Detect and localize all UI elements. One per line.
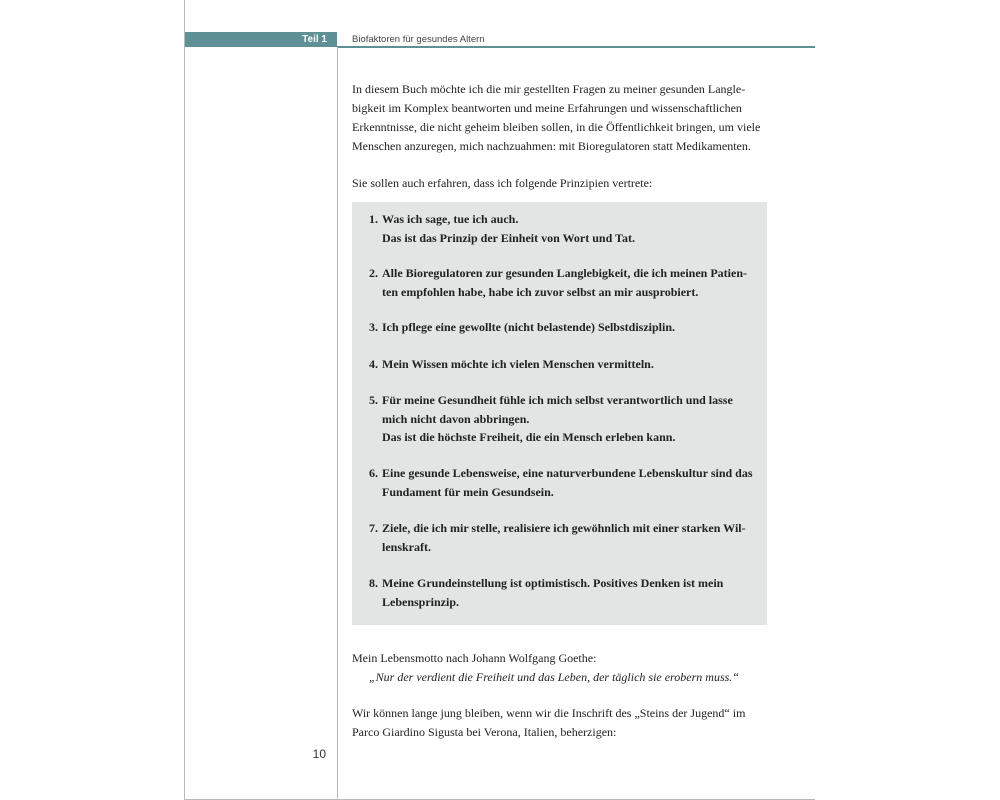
principle-line: Fundament für mein Gesundsein. [382, 484, 554, 499]
principle-line: Mein Wissen möchte ich vielen Menschen vermitteln. [382, 357, 654, 371]
principle-line: Was ich sage, tue ich auch. [382, 212, 519, 226]
principle-number: 7. [369, 521, 378, 535]
principle-number: 2. [369, 266, 378, 280]
principle-number: 5. [369, 393, 378, 407]
text-line: Parco Giardino Sigusta bei Verona, Italien, beherzigen: [352, 725, 617, 739]
principle-line: Für meine Gesundheit fühle ich mich selbst verantwortlich und lasse [382, 393, 733, 407]
principle-line: Das ist das Prinzip der Einheit von Wort und Tat. [382, 230, 635, 245]
principle-line: Ziele, die ich mir stelle, realisiere ich gewöhnlich mit einer starken Wil- [382, 521, 746, 535]
principle-number: 3. [369, 320, 378, 334]
text-line: Menschen anzuregen, mich nachzuahmen: mit Bioregulatoren statt Medikamenten. [352, 139, 751, 153]
principle-line: mich nicht davon abbringen. [382, 411, 530, 426]
principle-number: 4. [369, 357, 378, 371]
principle-line: Lebensprinzip. [382, 594, 460, 609]
principle-line: Eine gesunde Lebensweise, eine naturverbundene Lebenskultur sind das [382, 466, 753, 480]
text-line: bigkeit im Komplex beantworten und meine Erfahrungen und wissenschaftlichen [352, 101, 742, 115]
running-title: Biofaktoren für gesundes Altern [352, 34, 485, 45]
principles-box [352, 202, 767, 625]
intro-paragraph [352, 80, 772, 156]
motto-label: Mein Lebensmotto nach Johann Wolfgang Goethe: [352, 651, 597, 665]
text-line: Erkenntnisse, die nicht geheim bleiben sollen, in die Öffentlichkeit bringen, um viele [352, 120, 761, 134]
goethe-quote: „Nur der verdient die Freiheit und das Leben, der täglich sie erobern muss.“ [369, 670, 739, 684]
principle-line: Meine Grundeinstellung ist optimistisch. Positives Denken ist mein [382, 576, 724, 590]
text-line: Wir können lange jung bleiben, wenn wir die Inschrift des „Steins der Jugend“ im [352, 706, 746, 720]
principle-number: 6. [369, 466, 378, 480]
principle-line: Alle Bioregulatoren zur gesunden Langlebigkeit, die ich meinen Patien- [382, 266, 748, 280]
lead-paragraph: Sie sollen auch erfahren, dass ich folgende Prinzipien vertrete: [352, 176, 653, 190]
motto-block [352, 649, 772, 687]
chapter-label: Teil 1 [302, 34, 327, 45]
margin-rule [337, 47, 338, 799]
principle-line: Das ist die höchste Freiheit, die ein Mensch erleben kann. [382, 430, 676, 444]
principle-line: ten empfohlen habe, habe ich zuvor selbst an mir ausprobiert. [382, 284, 699, 299]
principle-number: 1. [369, 212, 378, 226]
text-line: In diesem Buch möchte ich die mir gestellten Fragen zu meiner gesunden Langle- [352, 82, 746, 96]
principle-line: lenskraft. [382, 539, 431, 554]
principle-number: 8. [369, 576, 378, 590]
principle-line: Ich pflege eine gewollte (nicht belastende) Selbstdisziplin. [382, 320, 675, 334]
page-number: 10 [312, 747, 326, 761]
closing-paragraph [352, 704, 772, 742]
